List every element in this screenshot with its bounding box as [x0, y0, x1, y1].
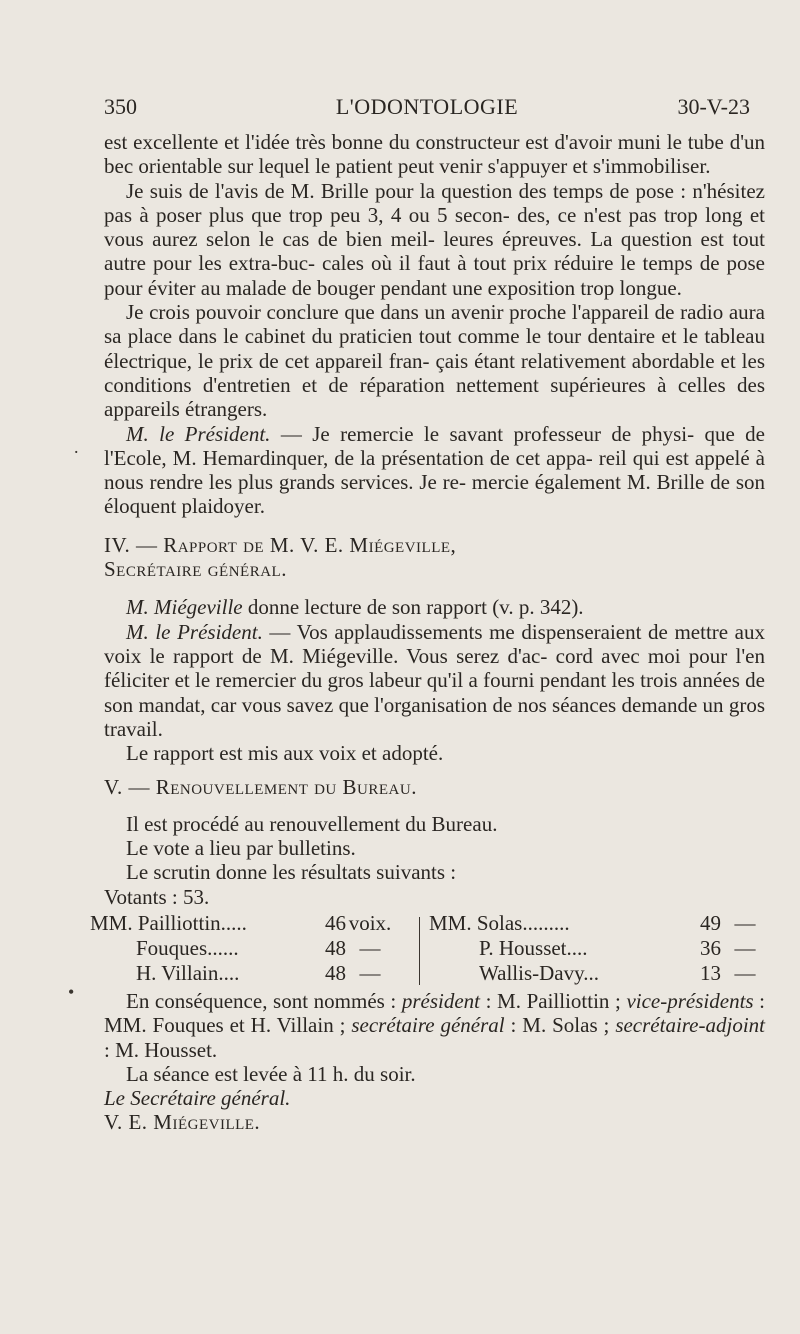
vote-unit: — [734, 960, 756, 985]
vote-unit: — [359, 935, 381, 960]
paragraph: est excellente et l'idée très bonne du constructeur est d'avoir muni le tube d'un bec orientable sur lequel le patient peut venir s'appuyer et s'immobiliser. [104, 130, 765, 179]
running-head [104, 94, 750, 122]
text-run: En conséquence, sont nommés : [126, 988, 402, 1013]
text-run: : MM. Fouques et H. Villain ; [104, 988, 766, 1038]
speaker-name: M. le Président. [126, 421, 271, 446]
section-heading: V. — Renouvellement du Bureau. [104, 775, 417, 800]
vote-count: 48 [325, 960, 346, 985]
text-run: : M. Pailliottin ; [480, 988, 627, 1013]
paragraph: Il est procédé au renouvellement du Bureau. [126, 811, 498, 836]
candidate-name: MM. Solas......... [429, 910, 570, 935]
signature-title [104, 1086, 765, 1110]
results-left-column [90, 911, 394, 986]
paragraph: Le vote a lieu par bulletins. [126, 836, 356, 861]
vote-results [90, 910, 765, 989]
journal-title: L'ODONTOLOGIE [335, 94, 519, 119]
paragraph: Je crois pouvoir conclure que dans un avenir proche l'appareil de radio aura sa place dans le cabinet du praticien tout comme le tour dentaire et le tableau électrique, le prix de cet appareil fran- çais étant relativement abordable et les conditions d'entretien et de réparation nettement supérieures à celles des appareils étrangers. [104, 300, 765, 422]
result-row [429, 936, 769, 961]
speech-text: — Vos applaudissements me dispenseraient de mettre aux voix le rapport de M. Miégeville. Vous serez d'ac- cord avec moi pour l'en féliciter et le remercier du gros labeur qu'il a fourni pendant les trois années de son mandat, car vous savez que l'organisation de nos séances demande un gros travail. [104, 619, 766, 741]
candidate-name: P. Housset.... [479, 935, 588, 960]
vote-count: 36 [700, 935, 721, 960]
speech-text: — Je remercie le savant professeur de physi- que de l'Ecole, M. Hemardinquer, de la présentation de cet appa- reil qui est appelé à nous rendre les plus grands services. Je re- mercie également M. Brille de son éloquent plaidoyer. [104, 421, 765, 519]
vote-count: 46 [325, 910, 346, 935]
role-label: vice-présidents [626, 988, 754, 1013]
candidate-name: Wallis-Davy... [479, 960, 600, 985]
speaker-name: M. Miégeville [126, 595, 243, 620]
result-row [90, 911, 394, 936]
page-number: 350 [104, 94, 137, 119]
issue-date: 30-V-23 [677, 94, 750, 119]
paragraph [104, 422, 765, 519]
candidate-name: MM. Pailliottin..... [90, 910, 247, 935]
section-subheading: Secrétaire général. [104, 557, 287, 582]
candidate-name: Fouques...... [136, 935, 239, 960]
vote-unit: — [734, 910, 756, 935]
vote-count: 49 [700, 910, 721, 935]
candidate-name: H. Villain.... [136, 960, 240, 985]
section-heading: IV. — Rapport de M. V. E. Miégeville, [104, 532, 457, 557]
paragraph: Je suis de l'avis de M. Brille pour la question des temps de pose : n'hésitez pas à poser plus que trop peu 3, 4 ou 5 secon- des, ce n'est pas trop long et vous aurez selon le cas de bien meil- leures épreuves. La question est tout autre pour les extra-buc- cales où il faut à tout prix réduire le temps de pose pour éviter au malade de bouger pendant une exposition trop longue. [104, 178, 765, 300]
vote-unit: — [734, 935, 756, 960]
paragraph [104, 595, 765, 619]
text-run: : M. Solas ; [504, 1013, 616, 1038]
margin-mark: . [74, 437, 79, 457]
body-text [90, 130, 766, 1135]
role-label: président [401, 988, 481, 1013]
margin-mark: • [68, 982, 75, 1002]
speaker-name: M. le Président. [126, 619, 263, 644]
vote-count: 48 [325, 935, 346, 960]
results-right-column [429, 911, 769, 986]
column-divider [419, 917, 420, 985]
paragraph: La séance est levée à 11 h. du soir. [126, 1061, 416, 1086]
signature-title-text: Le Secrétaire général. [104, 1086, 291, 1111]
vote-unit: voix. [348, 910, 392, 935]
text-run: : M. Housset. [104, 1037, 218, 1062]
paragraph: Le scrutin donne les résultats suivants : [126, 860, 457, 885]
result-row [429, 961, 769, 986]
result-row [90, 961, 394, 986]
speech-text: donne lecture de son rapport (v. p. 342). [242, 595, 584, 620]
role-label: secrétaire-adjoint [615, 1013, 765, 1038]
paragraph [104, 620, 765, 741]
paragraph: Le rapport est mis aux voix et adopté. [126, 741, 444, 766]
paragraph [104, 989, 765, 1062]
role-label: secrétaire général [351, 1013, 505, 1038]
signature-name: V. E. Miégeville. [104, 1110, 261, 1135]
result-row [90, 936, 394, 961]
result-row [429, 911, 769, 936]
vote-unit: — [359, 960, 381, 985]
vote-count: 13 [700, 960, 721, 985]
votants-count: Votants : 53. [104, 884, 210, 909]
